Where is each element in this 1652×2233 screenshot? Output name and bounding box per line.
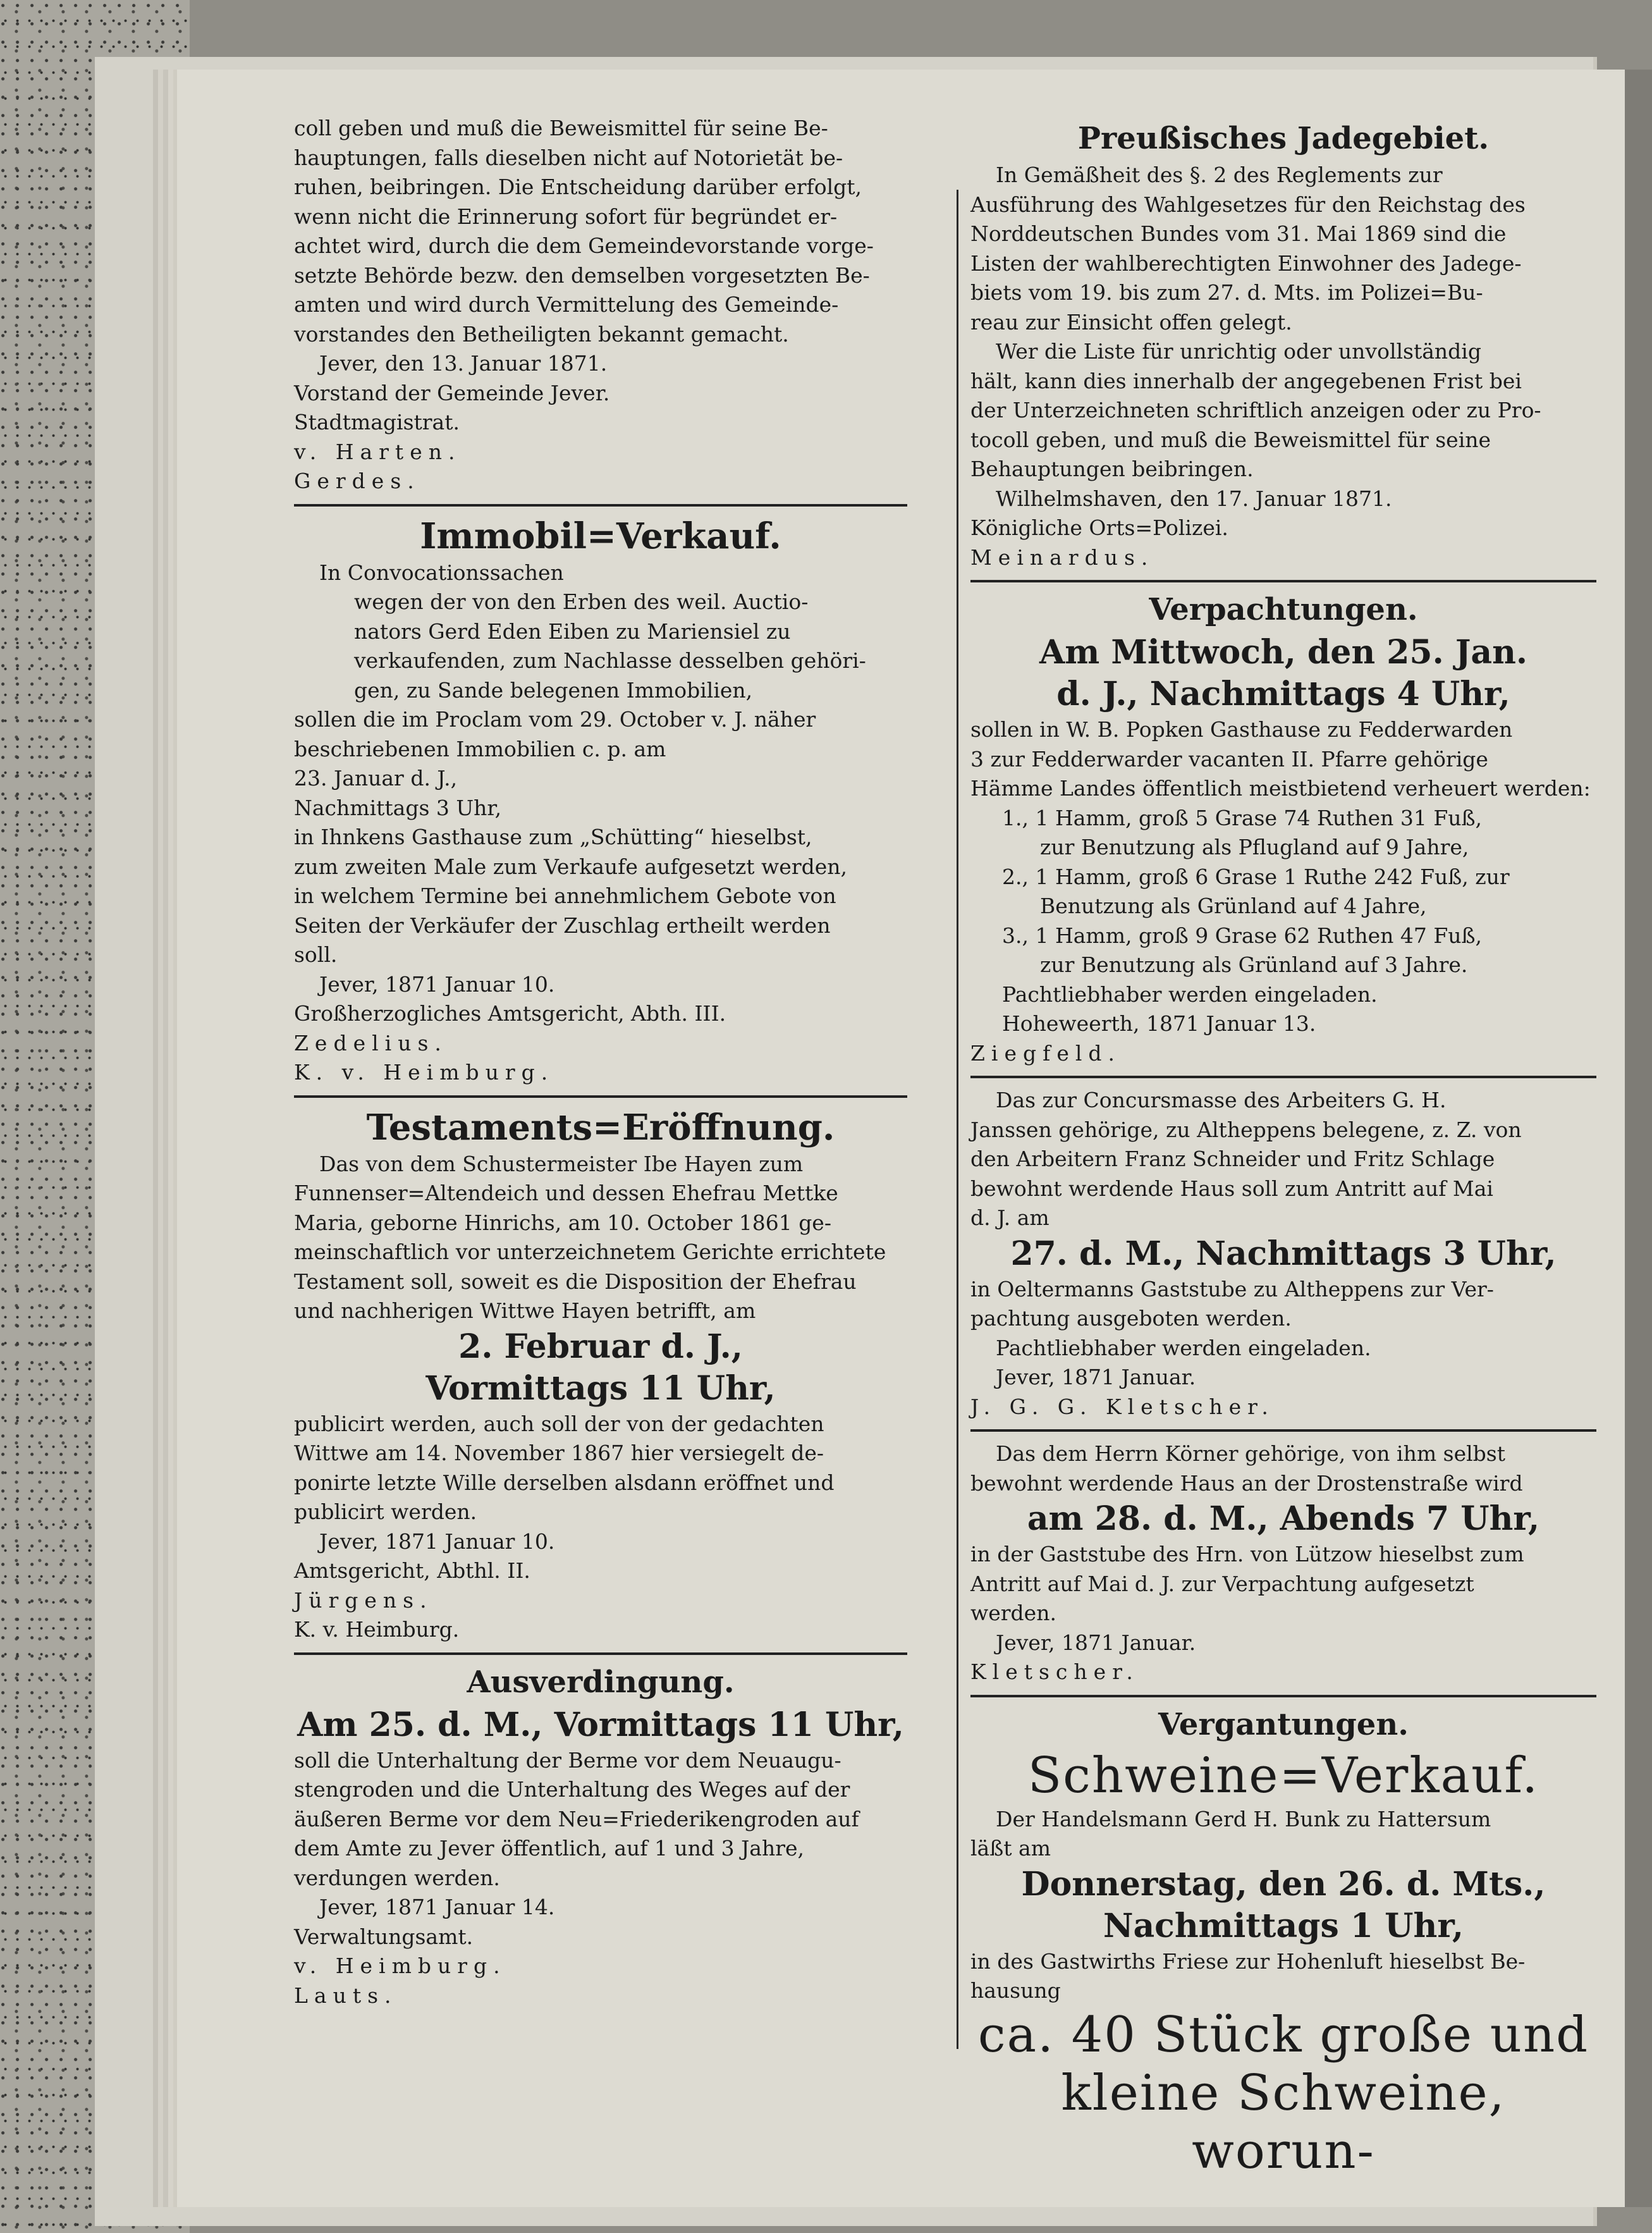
signature: J. G. G. Kletscher. [970,1394,1275,1419]
text-line: stengroden und die Unterhaltung des Weges auf der [294,1777,850,1802]
date-line: 23. Januar d. J., [294,766,458,790]
text-line: hält, kann dies innerhalb der angegebenen Frist bei [970,368,1522,393]
text-line: Testament soll, soweit es die Disposition der Ehefrau [294,1269,857,1294]
text-line: publicirt werden, auch soll der von der gedachten [294,1411,824,1436]
section-rule [970,1695,1596,1697]
signature: Zedelius. [294,1030,448,1055]
time-heading: Nachmittags 1 Uhr, [1103,1906,1464,1945]
text-line: in welchem Termine bei annehmlichem Gebote von [294,883,836,908]
left-column [294,114,907,2010]
text-line: Das von dem Schustermeister Ibe Hayen zum [319,1151,804,1176]
text-line: coll geben und muß die Beweismittel für seine Be- [294,116,828,140]
big-text: kleine Schweine, worun- [1061,2064,1506,2180]
list-item: Benutzung als Grünland auf 4 Jahre, [1040,894,1427,918]
text-line: meinschaftlich vor unterzeichnetem Gerichte errichtete [294,1240,886,1264]
signature: Lauts. [294,1983,398,2008]
section-rule [970,1429,1596,1432]
text-line: Antritt auf Mai d. J. zur Verpachtung aufgesetzt [970,1571,1474,1596]
notice-title: Ausverdingung. [467,1664,735,1700]
page-shadow [1625,70,1652,2207]
notice-date: Jever, den 13. Januar 1871. [319,351,608,376]
signature: Stadtmagistrat. [294,410,460,434]
text-line: den Arbeitern Franz Schneider und Fritz Schlage [970,1147,1495,1171]
text-line: tocoll geben, und muß die Beweismittel für seine [970,427,1491,452]
section-rule [970,1076,1596,1078]
text-line: wegen der von den Erben des weil. Auctio- [354,589,809,614]
list-item: zur Benutzung als Pflugland auf 9 Jahre, [1040,835,1469,859]
text-line: läßt am [970,1836,1051,1861]
ausverdingung-notice [294,1663,907,2011]
time-line: Nachmittags 3 Uhr, [294,795,502,820]
list-item: 2., 1 Hamm, groß 6 Grase 1 Ruthe 242 Fuß, zur [1002,864,1510,889]
text-line: Funnenser=Altendeich und dessen Ehefrau Mettke [294,1181,838,1205]
text-line: beschriebenen Immobilien c. p. am [294,736,666,761]
notice-date: Jever, 1871 Januar. [996,1630,1196,1655]
notice-date: Jever, 1871 Januar 14. [319,1895,555,1919]
text-line: biets vom 19. bis zum 27. d. Mts. im Polizei=Bu- [970,280,1483,305]
text-line: zum zweiten Male zum Verkaufe aufgesetzt werden, [294,854,847,879]
text-line: sollen die im Proclam vom 29. October v. J. näher [294,707,816,732]
text-line: In Convocationssachen [319,560,564,585]
text-line: Maria, geborne Hinrichs, am 10. October 1861 ge- [294,1210,831,1235]
notice-date: Jever, 1871 Januar. [996,1365,1196,1389]
notice-title: Testaments=Eröffnung. [366,1106,835,1148]
text-line: in der Gaststube des Hrn. von Lützow hieselbst zum [970,1542,1524,1566]
section-rule [970,580,1596,582]
text-line: Wer die Liste für unrichtig oder unvollständig [996,339,1481,364]
text-line: Behauptungen beibringen. [970,457,1254,481]
text-line: verkaufenden, zum Nachlasse desselben gehöri- [354,648,866,673]
concurs-notice [970,1086,1596,1422]
signature: Meinardus. [970,544,1154,570]
date-heading: Donnerstag, den 26. d. Mts., [1021,1864,1546,1904]
text-line: bewohnt werdende Haus soll zum Antritt auf Mai [970,1176,1493,1201]
text-line: Hämme Landes öffentlich meistbietend verheuert werden: [970,776,1591,801]
text-line: sollen in W. B. Popken Gasthause zu Fedderwarden [970,717,1513,742]
time-heading: d. J., Nachmittags 4 Uhr, [1056,675,1510,713]
date-heading: Am 25. d. M., Vormittags 11 Uhr, [297,1705,904,1744]
big-text: ca. 40 Stück große und [977,2006,1589,2064]
signature: Vorstand der Gemeinde Jever. [294,380,610,405]
text-line: Seiten der Verkäufer der Zuschlag ertheilt werden [294,913,831,938]
text-line: Der Handelsmann Gerd H. Bunk zu Hattersum [996,1806,1491,1831]
notice-title: Preußisches Jadegebiet. [1077,121,1490,156]
text-line: gen, zu Sande belegenen Immobilien, [354,677,753,703]
text-line: der Unterzeichneten schriftlich anzeigen oder zu Pro- [970,398,1541,422]
text-line: d. J. am [970,1205,1049,1230]
text-line: Pachtliebhaber werden eingeladen. [1002,981,1378,1007]
signature: Ziegfeld. [970,1040,1122,1066]
koerner-notice [970,1439,1596,1687]
text-line: reau zur Einsicht offen gelegt. [970,309,1292,335]
date-heading: 2. Februar d. J., [458,1327,743,1366]
date-heading: am 28. d. M., Abends 7 Uhr, [1027,1499,1540,1538]
section-rule [294,1652,907,1655]
text-line: in Ihnkens Gasthause zum „Schütting“ hieselbst, [294,825,812,849]
jade-notice [970,119,1596,572]
text-line: achtet wird, durch die dem Gemeindevorstande vorge- [294,233,874,258]
vergantung-notice [970,1705,1596,2181]
text-line: werden. [970,1601,1056,1625]
text-line: und nachherigen Wittwe Hayen betrifft, am [294,1298,756,1323]
immobil-notice [294,514,907,1088]
text-line: Norddeutschen Bundes vom 31. Mai 1869 sind die [970,221,1507,246]
text-line: 3 zur Fedderwarder vacanten II. Pfarre gehörige [970,746,1488,772]
text-line: vorstandes den Betheiligten bekannt gemacht. [294,321,789,347]
text-line: äußeren Berme vor dem Neu=Friederikengroden auf [294,1806,859,1831]
right-column [970,114,1596,2181]
notice-title: Verpachtungen. [1149,592,1418,627]
text-line: hausung [970,1978,1061,2003]
time-heading: Vormittags 11 Uhr, [425,1369,776,1408]
text-line: Janssen gehörige, zu Altheppens belegene, z. Z. von [970,1117,1522,1142]
text-line: ponirte letzte Wille derselben alsdann eröffnet und [294,1470,835,1495]
text-line: Pachtliebhaber werden eingeladen. [996,1335,1371,1360]
text-line: hauptungen, falls dieselben nicht auf Notorietät be- [294,145,843,170]
section-rule [294,504,907,507]
section-rule [294,1095,907,1098]
text-line: soll die Unterhaltung der Berme vor dem Neuaugu- [294,1747,841,1773]
text-line: bewohnt werdende Haus an der Drostenstraße wird [970,1470,1523,1496]
notice-date: Wilhelmshaven, den 17. Januar 1871. [996,486,1392,511]
signature: Verwaltungsamt. [294,1924,474,1949]
text-line: Wittwe am 14. November 1867 hier versiegelt de- [294,1441,824,1465]
text-line: setzte Behörde bezw. den demselben vorgesetzten Be- [294,262,870,288]
signature: Jürgens. [294,1587,433,1613]
signature: Kletscher. [970,1659,1139,1684]
signature: K. v. Heimburg. [294,1617,460,1642]
notice-title: Vergantungen. [1158,1706,1409,1742]
text-line: publicirt werden. [294,1499,477,1524]
text-line: ruhen, beibringen. Die Entscheidung darüber erfolgt, [294,175,862,199]
signature: v. Harten. [294,439,462,464]
column-divider [957,190,958,2049]
list-item: zur Benutzung als Grünland auf 3 Jahre. [1040,952,1468,977]
list-item: 1., 1 Hamm, groß 5 Grase 74 Ruthen 31 Fuß, [1002,805,1483,830]
text-line: In Gemäßheit des §. 2 des Reglements zur [996,163,1443,187]
text-line: dem Amte zu Jever öffentlich, auf 1 und 3 Jahre, [294,1836,805,1861]
verpachtung-notice [970,590,1596,1068]
text-line: Listen der wahlberechtigten Einwohner des Jadege- [970,250,1522,276]
notice-title: Immobil=Verkauf. [420,515,781,557]
text-line: in des Gastwirths Friese zur Hohenluft hieselbst Be- [970,1948,1526,1974]
signature: Königliche Orts=Polizei. [970,515,1228,540]
intro-notice [294,114,907,496]
text-line: wenn nicht die Erinnerung sofort für begründet er- [294,204,838,229]
signature: Gerdes. [294,469,420,493]
text-line: Das dem Herrn Körner gehörige, von ihm selbst [996,1441,1505,1466]
notice-date: Jever, 1871 Januar 10. [319,1529,555,1554]
signature: Amtsgericht, Abthl. II. [294,1558,530,1583]
notice-date: Jever, 1871 Januar 10. [319,971,555,997]
signature: Großherzogliches Amtsgericht, Abth. III. [294,1001,726,1026]
big-title: Schweine=Verkauf. [1027,1747,1539,1804]
text-line: in Oeltermanns Gaststube zu Altheppens zur Ver- [970,1276,1494,1301]
text-line: Ausführung des Wahlgesetzes für den Reichstag des [970,192,1526,217]
signature: v. Heimburg. [294,1953,506,1978]
date-heading: 27. d. M., Nachmittags 3 Uhr, [1010,1234,1557,1273]
text-line: soll. [294,942,338,967]
list-item: 3., 1 Hamm, groß 9 Grase 62 Ruthen 47 Fuß, [1002,923,1483,948]
notice-date: Hoheweerth, 1871 Januar 13. [1002,1011,1316,1036]
text-line: Das zur Concursmasse des Arbeiters G. H. [996,1088,1447,1112]
text-line: amten und wird durch Vermittelung des Gemeinde- [294,292,839,317]
text-line: pachtung ausgeboten werden. [970,1306,1292,1331]
text-line: nators Gerd Eden Eiben zu Mariensiel zu [354,618,791,644]
text-line: verdungen werden. [294,1865,500,1890]
testament-notice [294,1105,907,1645]
signature: K. v. Heimburg. [294,1060,554,1085]
date-heading: Am Mittwoch, den 25. Jan. [1039,633,1528,672]
